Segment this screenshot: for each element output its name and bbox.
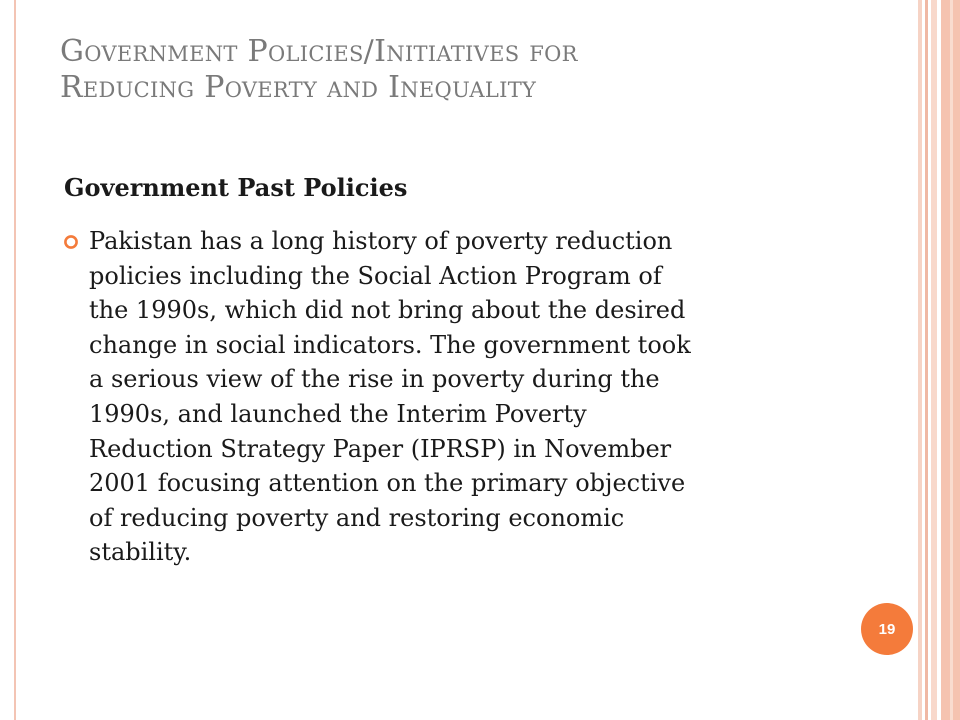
right-stripe: [925, 0, 928, 720]
open-circle-bullet-icon: [63, 234, 79, 250]
bullet-line: 2001 focusing attention on the primary objective: [89, 469, 686, 498]
bullet-line: Pakistan has a long history of poverty reduction: [89, 227, 673, 255]
bullet-item: [60, 224, 850, 570]
section-heading: Government Past Policies: [64, 173, 408, 202]
bullet-line: stability.: [89, 538, 192, 567]
page-number-badge: 19: [861, 603, 913, 655]
title-line: Reducing Poverty and Inequality: [60, 70, 537, 105]
right-stripe: [950, 0, 953, 720]
bullet-line: policies including the Social Action Program of: [89, 261, 662, 290]
left-border-line: [14, 0, 16, 720]
bullet-line: Reduction Strategy Paper (IPRSP) in November: [89, 434, 672, 463]
right-stripe: [931, 0, 937, 720]
bullet-text: [89, 224, 850, 570]
bullet-line: of reducing poverty and restoring economic: [89, 503, 625, 532]
slide-title: [60, 34, 880, 106]
bullet-line: 1990s, and launched the Interim Poverty: [89, 399, 587, 428]
bullet-line: change in social indicators. The government took: [89, 330, 691, 359]
right-stripe: [918, 0, 922, 720]
bullet-line: the 1990s, which did not bring about the desired: [89, 296, 686, 325]
title-line: Government Policies/Initiatives for: [60, 34, 578, 69]
bullet-line: a serious view of the rise in poverty during the: [89, 365, 660, 394]
